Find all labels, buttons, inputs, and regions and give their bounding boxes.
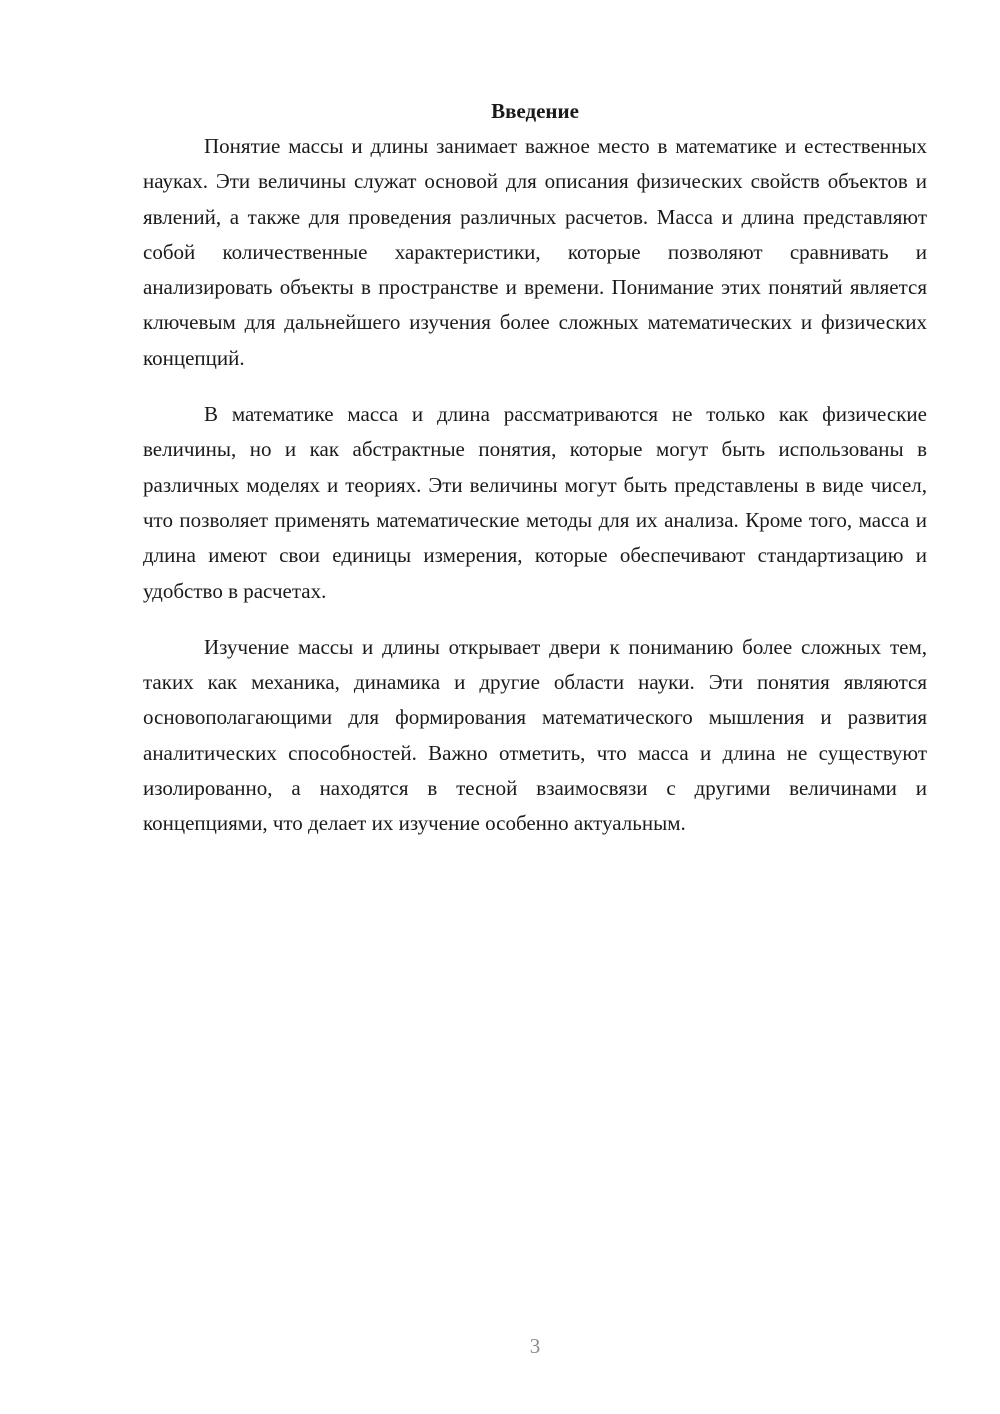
page-content xyxy=(143,94,927,863)
page-number: 3 xyxy=(529,1334,541,1358)
paragraph-2: В математике масса и длина рассматриваются не только как физические величины, но и как абстрактные понятия, которые могут быть использованы в различных моделях и теориях. Эти величины могут быть представлены в виде чисел, что позволяет применять математические методы для их анализа. Кроме того, масса и длина имеют свои единицы измерения, которые обеспечивают стандартизацию и удобство в расчетах. xyxy=(143,402,927,603)
paragraph-1: Понятие массы и длины занимает важное место в математике и естественных науках. Эти величины служат основой для описания физических свойств объектов и явлений, а также для проведения различных расчетов. Масса и длина представляют собой количественные характеристики, которые позволяют сравнивать и анализировать объекты в пространстве и времени. Понимание этих понятий является ключевым для дальнейшего изучения более сложных математических и физических концепций. xyxy=(143,134,927,370)
paragraph-3: Изучение массы и длины открывает двери к пониманию более сложных тем, таких как механика, динамика и другие области науки. Эти понятия являются основополагающими для формирования математического мышления и развития аналитических способностей. Важно отметить, что масса и длина не существуют изолированно, а находятся в тесной взаимосвязи с другими величинами и концепциями, что делает их изучение особенно актуальным. xyxy=(143,634,927,836)
section-title: Введение xyxy=(491,99,579,123)
